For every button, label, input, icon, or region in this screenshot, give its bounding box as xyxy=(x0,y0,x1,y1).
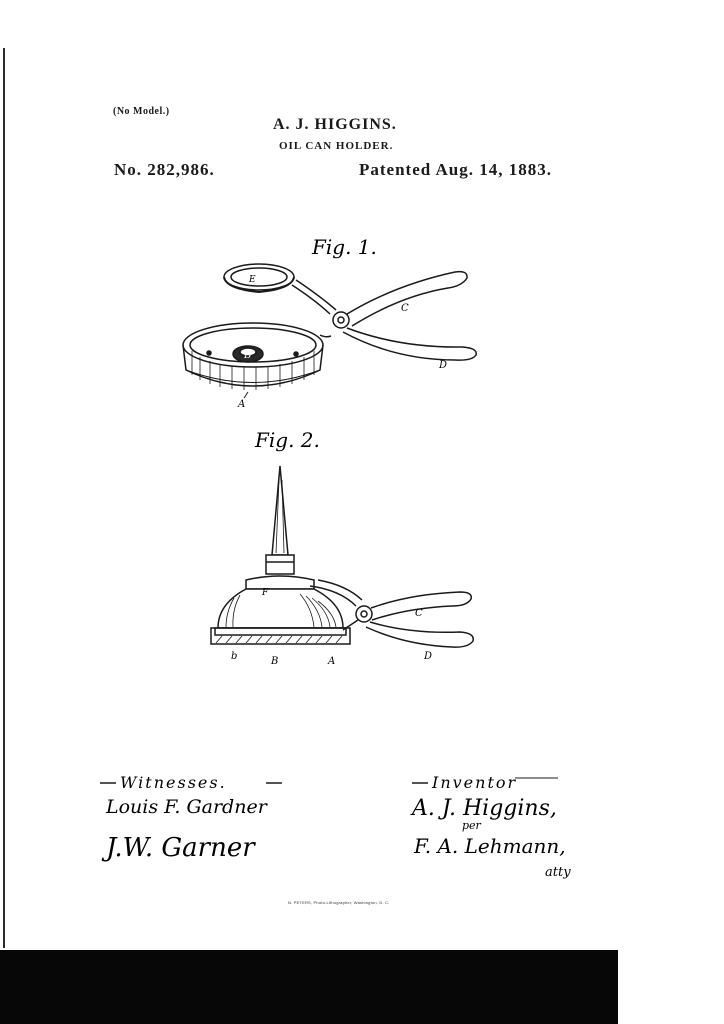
scan-black-band xyxy=(0,950,618,1024)
label-F-fig2: F xyxy=(262,588,269,598)
fig1-ring xyxy=(224,264,294,292)
per-word: per xyxy=(462,819,481,832)
patent-date: Patented Aug. 14, 1883. xyxy=(359,160,552,179)
attorney-signature: F. A. Lehmann, xyxy=(414,834,566,858)
witness-1-signature: Louis F. Gardner xyxy=(106,796,267,818)
witnesses-block xyxy=(100,773,282,863)
label-b-fig2: b xyxy=(231,651,238,662)
label-C-fig1: C xyxy=(401,303,409,314)
figure-1 xyxy=(183,235,476,410)
label-C-fig2: C xyxy=(415,608,423,619)
fig1-pan xyxy=(183,323,323,390)
patent-title: OIL CAN HOLDER. xyxy=(279,140,394,152)
fig2-oil-can xyxy=(211,466,350,644)
witness-2-signature: J.W. Garner xyxy=(106,833,255,863)
fig2-label: Fig. 2. xyxy=(255,428,320,452)
fig1-label: Fig. 1. xyxy=(312,235,377,259)
label-B-fig2: B xyxy=(271,656,279,667)
inventor-heading: Inventor xyxy=(432,773,518,792)
label-A-fig1: A xyxy=(238,399,246,410)
label-B-fig1: B xyxy=(244,350,252,361)
inventor-block xyxy=(410,773,571,880)
atty-word: atty xyxy=(545,865,571,880)
label-D-fig2: D xyxy=(424,651,433,662)
label-D-fig1: D xyxy=(439,360,448,371)
figure-2 xyxy=(211,428,473,667)
inventor-name: A. J. HIGGINS. xyxy=(273,116,397,133)
label-E-fig1: E xyxy=(249,275,256,285)
printer-credit: N. PETERS, Photo-Lithographer, Washington, D. C. xyxy=(288,900,390,905)
patent-number: No. 282,986. xyxy=(114,160,215,179)
label-A-fig2: A xyxy=(328,656,336,667)
inventor-signature: A. J. Higgins, xyxy=(412,796,557,821)
witnesses-heading: Witnesses. xyxy=(120,773,227,792)
no-model-note: (No Model.) xyxy=(113,106,170,117)
